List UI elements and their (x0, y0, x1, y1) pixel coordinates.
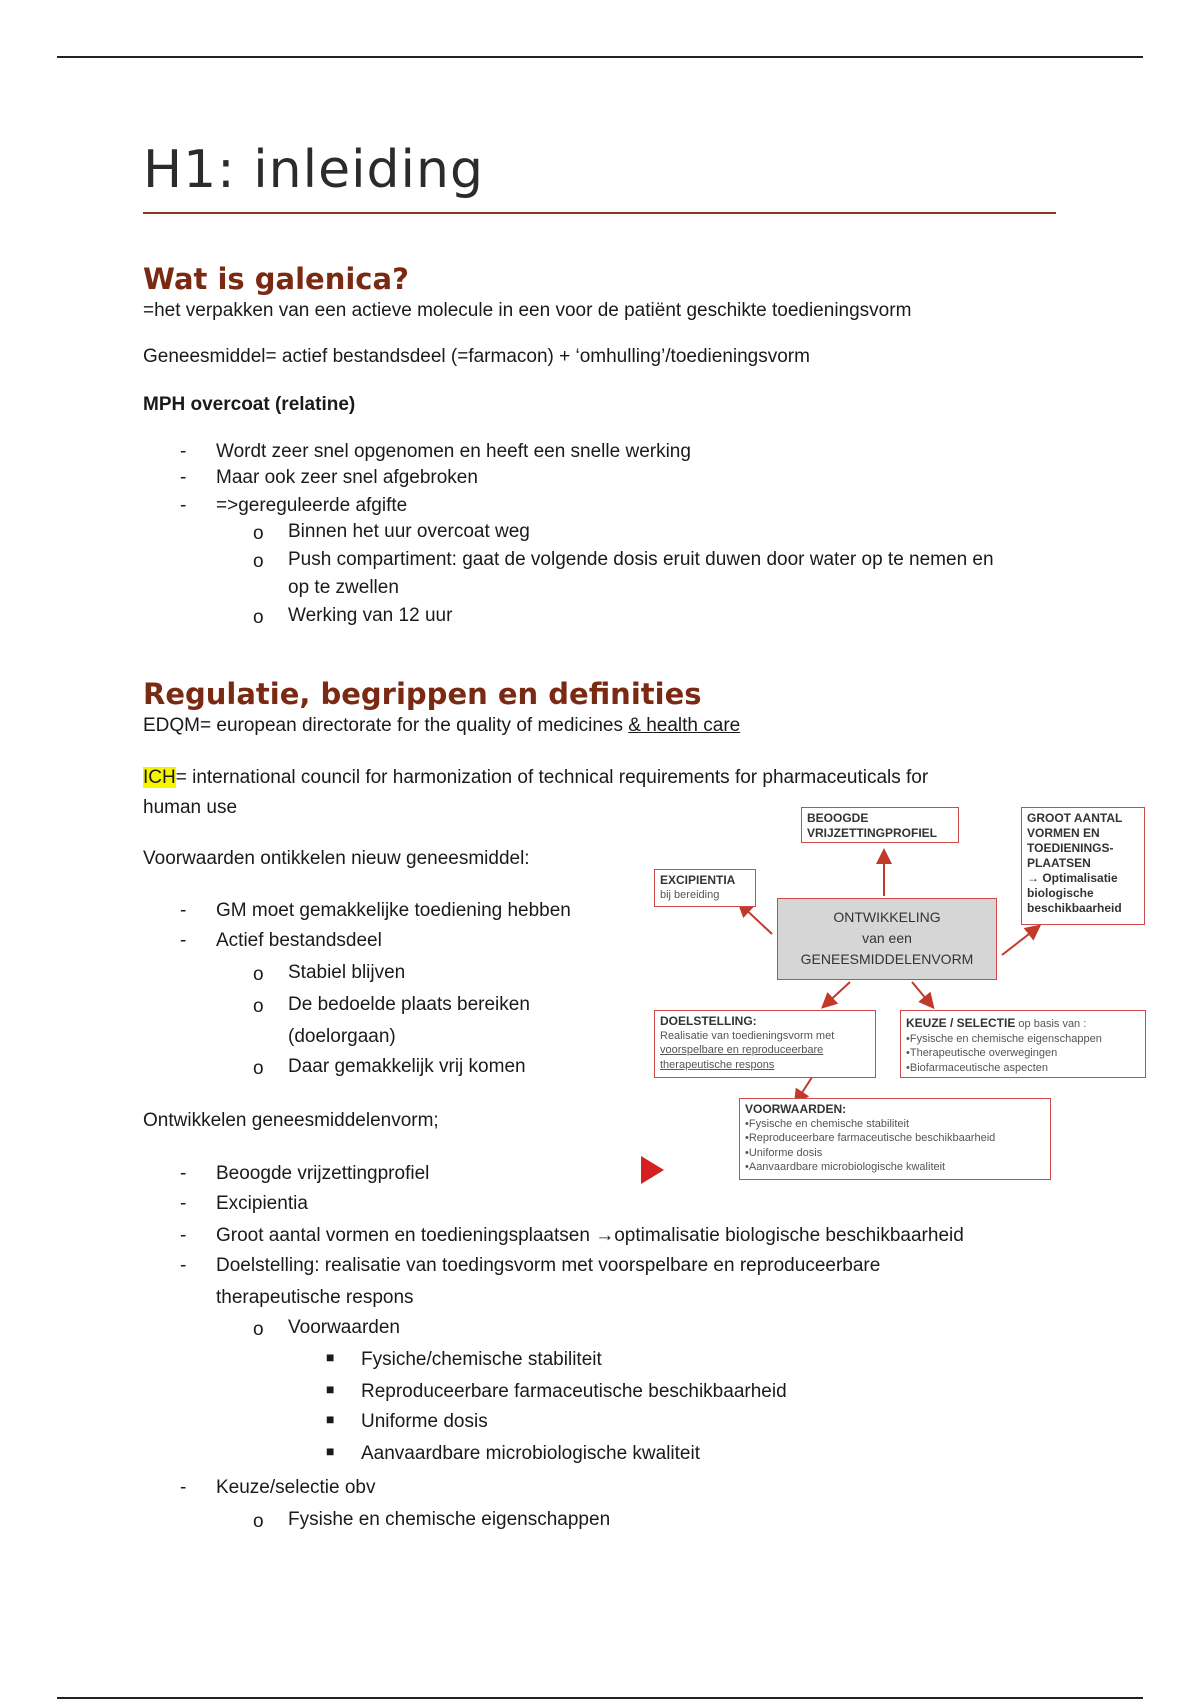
list-item: Stabiel blijven (288, 962, 406, 983)
diagram-text: •Therapeutische overwegingen (906, 1047, 1058, 1060)
diagram-text: → Optimalisatie (1027, 871, 1118, 885)
circle-bullet: o (253, 523, 264, 544)
square-bullet: ■ (326, 1349, 335, 1365)
dash-bullet: - (180, 1225, 187, 1246)
list-item: Voorwaarden (288, 1317, 400, 1338)
list-item: Aanvaardbare microbiologische kwaliteit (361, 1443, 701, 1464)
section-heading-galenica: Wat is galenica? (143, 262, 409, 296)
diagram-text: •Biofarmaceutische aspecten (906, 1061, 1049, 1074)
diagram-text: Realisatie van toedieningsvorm met (660, 1030, 835, 1042)
diagram-center-box (777, 898, 997, 980)
diagram-box-beoogde (801, 807, 959, 843)
circle-bullet: o (253, 996, 264, 1017)
galenica-definition: =het verpakken van een actieve molecule in een voor de patiënt geschikte toedieningsvorm (143, 300, 912, 321)
diagram-text: •Fysische en chemische eigenschappen (906, 1033, 1102, 1045)
list-item: Doelstelling: realisatie van toedingsvorm met voorspelbare en reproduceerbare (216, 1255, 881, 1276)
square-bullet: ■ (326, 1443, 335, 1459)
circle-bullet: o (253, 1319, 264, 1340)
dash-bullet: - (180, 1255, 187, 1276)
edqm-text: EDQM= european directorate for the quality of medicines (143, 715, 629, 736)
list-item-continuation: therapeutische respons (216, 1287, 414, 1308)
diagram-text: •Uniforme dosis (745, 1146, 823, 1159)
diagram-text: van een (862, 930, 912, 946)
dash-bullet: - (180, 1163, 187, 1184)
dash-bullet: - (180, 1193, 187, 1214)
list-item: Push compartiment: gaat de volgende dosis eruit duwen door water op te nemen en (288, 549, 994, 570)
diagram-text: VOORWAARDEN: (745, 1102, 847, 1116)
mph-title: MPH overcoat (relatine) (143, 394, 356, 415)
list-item-text: Groot aantal vormen en toedieningsplaatsen (216, 1225, 590, 1246)
voorwaarden-title: Voorwaarden ontikkelen nieuw geneesmiddel: (143, 848, 530, 869)
dash-bullet: - (180, 1477, 187, 1498)
dash-bullet: - (180, 900, 187, 921)
dash-bullet: - (180, 467, 187, 488)
circle-bullet: o (253, 607, 264, 628)
arrow-to-doelstelling (824, 982, 850, 1006)
circle-bullet: o (253, 1511, 264, 1532)
diagram-text: EXCIPIENTIA (660, 873, 736, 887)
bottom-rule (57, 1697, 1143, 1699)
circle-bullet: o (253, 1058, 264, 1079)
diagram-box-groot (1021, 807, 1145, 925)
diagram-text: •Aanvaardbare microbiologische kwaliteit (745, 1160, 946, 1173)
arrow-to-groot (1002, 927, 1038, 955)
list-item: Reproduceerbare farmaceutische beschikbaarheid (361, 1381, 787, 1402)
list-item: Fysishe en chemische eigenschappen (288, 1509, 611, 1530)
list-item: Excipientia (216, 1193, 308, 1214)
diagram-text: VRIJZETTINGPROFIEL (807, 826, 938, 840)
list-item: Uniforme dosis (361, 1411, 488, 1432)
ich-text: = international council for harmonization of technical requirements for pharmaceuticals for (175, 767, 929, 788)
list-item-continuation: op te zwellen (288, 577, 399, 598)
square-bullet: ■ (326, 1381, 335, 1397)
square-bullet: ■ (326, 1411, 335, 1427)
diagram-text: beschikbaarheid (1027, 901, 1122, 915)
list-item: Actief bestandsdeel (216, 930, 382, 951)
list-item: Fysiche/chemische stabiliteit (361, 1349, 602, 1370)
dash-bullet: - (180, 495, 187, 516)
diagram-text: •Fysische en chemische stabiliteit (745, 1118, 910, 1130)
section-heading-regulatie: Regulatie, begrippen en definities (143, 677, 702, 711)
page-title: H1: inleiding (143, 140, 484, 200)
play-triangle-icon (641, 1156, 664, 1184)
list-item: De bedoelde plaats bereiken (288, 994, 530, 1015)
diagram-text: therapeutische respons (660, 1058, 775, 1071)
diagram-text: TOEDIENINGS- (1027, 841, 1114, 855)
list-item-text: →optimalisatie biologische beschikbaarheid (595, 1225, 964, 1246)
diagram-text: ONTWIKKELING (833, 909, 941, 925)
list-item: Binnen het uur overcoat weg (288, 521, 530, 542)
dash-bullet: - (180, 930, 187, 951)
diagram-text: BEOOGDE (807, 811, 869, 825)
diagram-box-voorwaarden (739, 1098, 1051, 1180)
diagram-text: GENEESMIDDELENVORM (800, 951, 974, 967)
diagram-box-keuze (900, 1010, 1146, 1078)
list-item: Daar gemakkelijk vrij komen (288, 1056, 526, 1077)
arrow-to-keuze (912, 982, 932, 1006)
circle-bullet: o (253, 551, 264, 572)
circle-bullet: o (253, 964, 264, 985)
geneesmiddel-definition: Geneesmiddel= actief bestandsdeel (=farmacon) + ‘omhulling’/toedieningsvorm (143, 346, 810, 367)
edqm-underlined: & health care (628, 715, 741, 736)
list-item-continuation: (doelorgaan) (288, 1026, 396, 1047)
ich-definition-line2: human use (143, 797, 238, 818)
list-item: Keuze/selectie obv (216, 1477, 376, 1498)
diagram-text: PLAATSEN (1027, 856, 1091, 870)
diagram-text: DOELSTELLING: (660, 1014, 757, 1028)
diagram-keuze-heading (906, 1014, 1140, 1032)
arrow-to-excipientia (740, 904, 772, 934)
diagram-text: GROOT AANTAL (1027, 811, 1123, 825)
diagram-text: voorspelbare en reproduceerbare (660, 1044, 824, 1057)
list-item: Werking van 12 uur (288, 605, 453, 626)
diagram-box-doelstelling (654, 1010, 876, 1078)
diagram-text: VORMEN EN (1027, 826, 1100, 840)
list-item: =>gereguleerde afgifte (216, 495, 408, 516)
diagram-box-excipientia (654, 869, 756, 907)
list-item: GM moet gemakkelijke toediening hebben (216, 900, 571, 921)
dash-bullet: - (180, 441, 187, 462)
list-item: Wordt zeer snel opgenomen en heeft een snelle werking (216, 441, 691, 462)
ich-highlight: ICH (143, 767, 176, 788)
list-item: Maar ook zeer snel afgebroken (216, 467, 478, 488)
ontwikkelen-title: Ontwikkelen geneesmiddelenvorm; (143, 1110, 439, 1131)
list-item: Beoogde vrijzettingprofiel (216, 1163, 430, 1184)
diagram-text: biologische (1027, 886, 1094, 900)
diagram-text: bij bereiding (660, 889, 720, 901)
diagram-text: •Reproduceerbare farmaceutische beschikbaarheid (745, 1132, 996, 1145)
diagram-text: op basis van : (1015, 1018, 1087, 1030)
diagram-text: KEUZE / SELECTIE (906, 1016, 1016, 1030)
